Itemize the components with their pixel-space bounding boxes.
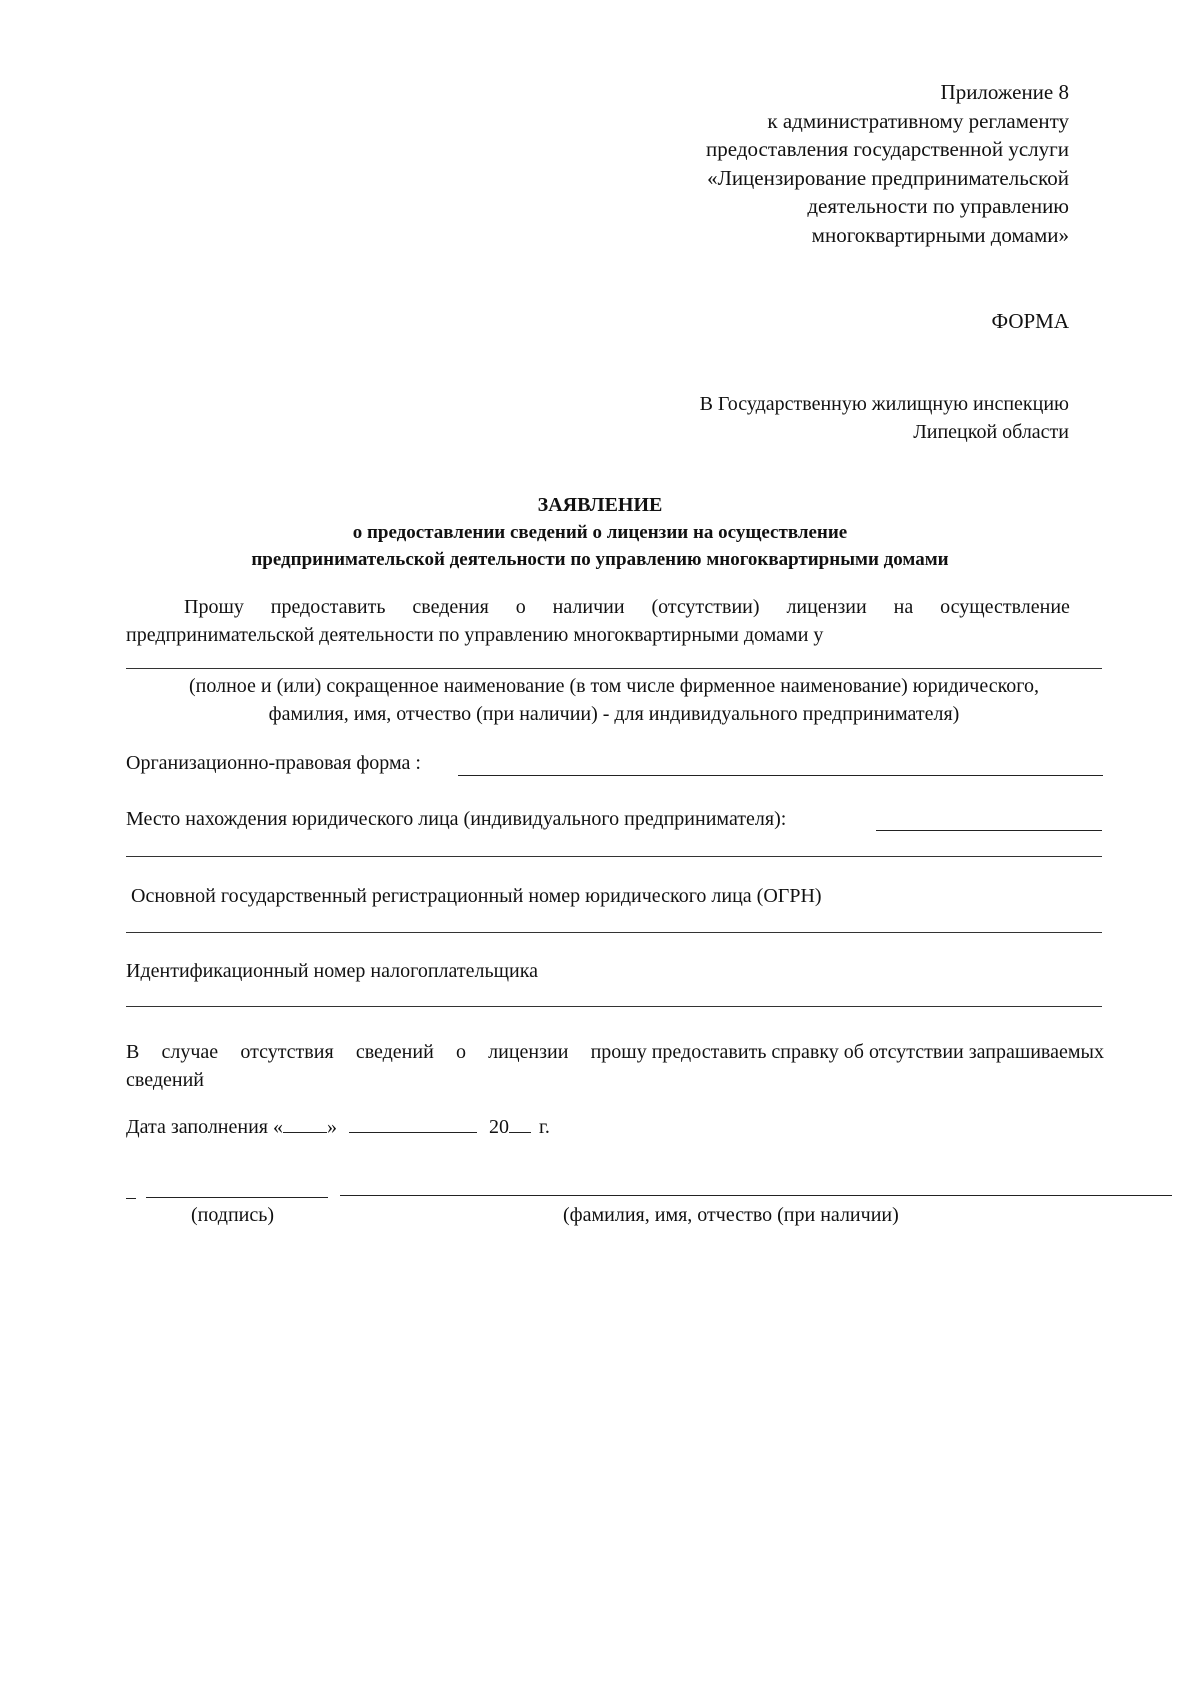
request-word: Прошу bbox=[184, 596, 244, 618]
absence-word: о bbox=[455, 1041, 466, 1063]
date-year-blank[interactable] bbox=[509, 1114, 531, 1133]
date-day-blank[interactable] bbox=[283, 1114, 327, 1133]
name-blank-line[interactable] bbox=[126, 668, 1102, 669]
absence-line-2: сведений bbox=[126, 1069, 204, 1091]
location-label: Место нахождения юридического лица (индивидуального предпринимателя): bbox=[126, 808, 787, 830]
appendix-line: Приложение 8 bbox=[940, 80, 1069, 104]
absence-word: В bbox=[126, 1041, 140, 1063]
document-subtitle: о предоставлении сведений о лицензии на осуществление bbox=[352, 522, 848, 543]
request-word: (отсутствии) bbox=[651, 596, 760, 618]
request-word: наличии bbox=[552, 596, 625, 618]
absence-word: отсутствия bbox=[240, 1041, 334, 1063]
request-line-1 bbox=[126, 593, 1070, 621]
absence-word: прошу предоставить справку об отсутствии запрашиваемых bbox=[590, 1041, 1104, 1063]
signature-caption: (подпись) bbox=[191, 1204, 275, 1226]
addressee-line: В Государственную жилищную инспекцию bbox=[699, 393, 1069, 415]
addressee-block bbox=[469, 390, 1069, 446]
addressee-line: Липецкой области bbox=[913, 421, 1069, 443]
appendix-line: многоквартирными домами» bbox=[811, 222, 1069, 247]
request-word: лицензии bbox=[786, 596, 867, 618]
date-year-suffix: г. bbox=[538, 1116, 550, 1138]
absence-word: сведений bbox=[355, 1041, 434, 1063]
absence-paragraph bbox=[126, 1038, 1104, 1094]
name-caption-line: (полное и (или) сокращенное наименование (в том числе фирменное наименование) юридического, bbox=[189, 675, 1039, 697]
inn-label: Идентификационный номер налогоплательщика bbox=[126, 960, 539, 982]
request-word: сведения bbox=[412, 596, 489, 618]
document-heading bbox=[130, 492, 1070, 573]
location-input-line-2[interactable] bbox=[126, 856, 1102, 857]
request-line-2: предпринимательской деятельности по управлению многоквартирными домами у bbox=[126, 624, 824, 646]
form-label: ФОРМА bbox=[991, 309, 1069, 333]
appendix-line: к административному регламенту bbox=[767, 108, 1069, 133]
ogrn-label: Основной государственный регистрационный номер юридического лица (ОГРН) bbox=[131, 885, 822, 907]
ogrn-input-line[interactable] bbox=[126, 932, 1102, 933]
signature-dash bbox=[126, 1198, 136, 1199]
request-word: о bbox=[515, 596, 526, 618]
name-caption-line: фамилия, имя, отчество (при наличии) - для индивидуального предпринимателя) bbox=[268, 703, 960, 725]
legal-form-label: Организационно-правовая форма : bbox=[126, 752, 421, 774]
appendix-line: предоставления государственной услуги bbox=[706, 137, 1069, 161]
absence-word: лицензии bbox=[488, 1041, 569, 1063]
appendix-line: «Лицензирование предпринимательской bbox=[707, 165, 1069, 190]
request-paragraph bbox=[126, 593, 1070, 649]
name-caption bbox=[126, 672, 1102, 728]
full-name-line[interactable] bbox=[340, 1195, 1172, 1196]
absence-word: случае bbox=[161, 1041, 219, 1063]
legal-form-input-line[interactable] bbox=[458, 775, 1103, 776]
absence-line-1 bbox=[126, 1038, 1104, 1066]
signature-line[interactable] bbox=[146, 1197, 328, 1198]
appendix-block bbox=[469, 78, 1069, 249]
date-year-prefix: 20 bbox=[488, 1116, 509, 1138]
request-word: на bbox=[893, 596, 914, 618]
document-subtitle: предпринимательской деятельности по управлению многоквартирными домами bbox=[251, 549, 949, 570]
request-word: осуществление bbox=[940, 596, 1070, 618]
inn-input-line[interactable] bbox=[126, 1006, 1102, 1007]
date-month-blank[interactable] bbox=[349, 1114, 477, 1133]
document-title: ЗАЯВЛЕНИЕ bbox=[537, 494, 663, 516]
date-label: Дата заполнения « bbox=[126, 1116, 283, 1138]
location-input-line[interactable] bbox=[876, 830, 1102, 831]
date-close-quote: » bbox=[326, 1116, 337, 1138]
request-word: предоставить bbox=[270, 596, 386, 618]
full-name-caption: (фамилия, имя, отчество (при наличии) bbox=[563, 1204, 899, 1226]
date-row bbox=[126, 1114, 826, 1140]
appendix-line: деятельности по управлению bbox=[807, 194, 1069, 218]
